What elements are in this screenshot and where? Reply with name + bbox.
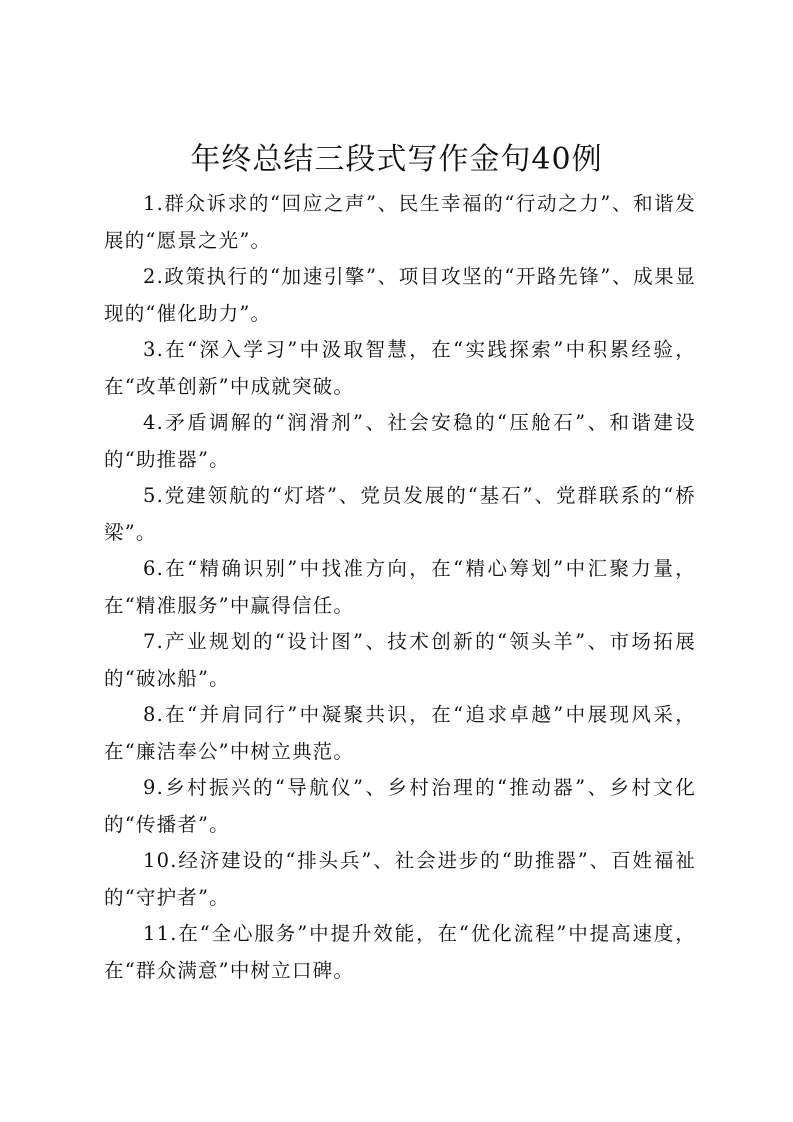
list-item: 5.党建领航的“灯塔”、党员发展的“基石”、党群联系的“桥梁”。: [104, 484, 696, 544]
list-item: 6.在“精确识别”中找准方向，在“精心筹划”中汇聚力量，在“精准服务”中赢得信任。: [104, 557, 696, 617]
list-item: 10.经济建设的“排头兵”、社会进步的“助推器”、百姓福祉的“守护者”。: [104, 849, 696, 909]
list-item: 7.产业规划的“设计图”、技术创新的“领头羊”、市场拓展的“破冰船”。: [104, 630, 696, 690]
document-title: 年终总结三段式写作金句40例: [190, 142, 603, 177]
list-item: 3.在“深入学习”中汲取智慧，在“实践探索”中积累经验，在“改革创新”中成就突破。: [104, 338, 696, 398]
list-item: 2.政策执行的“加速引擎”、项目攻坚的“开路先锋”、成果显现的“催化助力”。: [104, 265, 696, 325]
document-body: [104, 186, 696, 989]
list-item: 9.乡村振兴的“导航仪”、乡村治理的“推动器”、乡村文化的“传播者”。: [104, 776, 696, 836]
list-item: 8.在“并肩同行”中凝聚共识，在“追求卓越”中展现风采，在“廉洁奉公”中树立典范。: [104, 703, 696, 763]
list-item: 4.矛盾调解的“润滑剂”、社会安稳的“压舱石”、和谐建设的“助推器”。: [104, 411, 696, 471]
list-item: 1.群众诉求的“回应之声”、民生幸福的“行动之力”、和谐发展的“愿景之光”。: [104, 192, 696, 252]
list-item: 11.在“全心服务”中提升效能，在“优化流程”中提高速度，在“群众满意”中树立口碑。: [104, 922, 696, 982]
